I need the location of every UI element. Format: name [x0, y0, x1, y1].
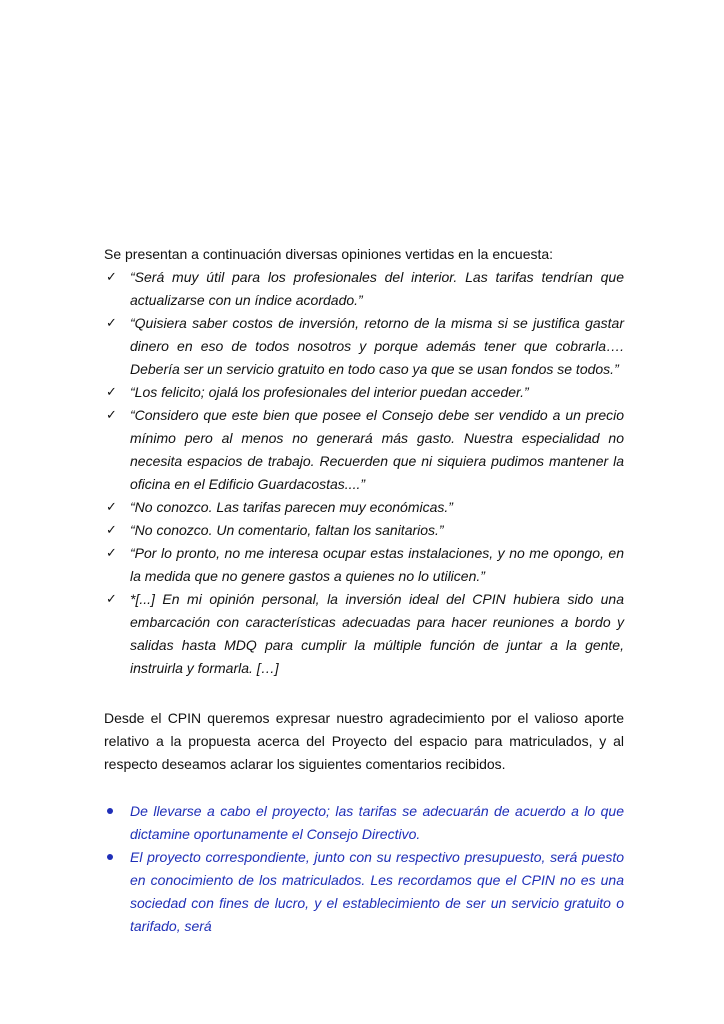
opinion-item: [104, 588, 624, 680]
opinion-item: [104, 312, 624, 381]
response-text: El proyecto correspondiente, junto con su respectivo presupuesto, será puesto en conocimiento de los matriculados. Les recordamos que el CPIN no es una sociedad con fines de lucro, y el establecimiento de ser un servicio gratuito o tarifado, será: [130, 849, 624, 934]
response-item: [104, 800, 624, 846]
opinion-item: [104, 496, 624, 519]
checkmark-icon: ✓: [106, 408, 117, 423]
survey-intro-text: Se presentan a continuación diversas opiniones vertidas en la encuesta:: [104, 246, 554, 262]
bullet-dot-icon: [107, 854, 113, 860]
opinion-text: *[...] En mi opinión personal, la inversión ideal del CPIN hubiera sido una embarcación con características adecuadas para hacer reuniones a bordo y salidas hasta MDQ para cumplir la múltiple función de juntar a la gente, instruirla y formarla. […]: [130, 591, 624, 676]
responses-list: [104, 800, 624, 938]
opinion-text: “Por lo pronto, no me interesa ocupar estas instalaciones, y no me opongo, en la medida que no genere gastos a quienes no lo utilicen.”: [130, 545, 624, 584]
checkmark-icon: ✓: [106, 523, 117, 538]
opinion-item: [104, 266, 624, 312]
checkmark-icon: ✓: [106, 592, 117, 607]
opinion-item: [104, 381, 624, 404]
checkmark-icon: ✓: [106, 270, 117, 285]
opinion-item: [104, 519, 624, 542]
opinion-text: “No conozco. Las tarifas parecen muy económicas.”: [130, 499, 453, 515]
opinion-text: “Quisiera saber costos de inversión, retorno de la misma si se justifica gastar dinero en eso de todos nosotros y porque además tener que cobrarla…. Debería ser un servicio gratuito en todo caso ya que se usan fondos se todos.”: [130, 315, 624, 377]
opinion-text: “Considero que este bien que posee el Consejo debe ser vendido a un precio mínimo pero al menos no generará más gasto. Nuestra especialidad no necesita espacios de trabajo. Recuerden que ni siquiera pudimos mantener la oficina en el Edificio Guardacostas....”: [130, 407, 624, 492]
opinion-text: “Será muy útil para los profesionales del interior. Las tarifas tendrían que actualizarse con un índice acordado.”: [130, 269, 624, 308]
bullet-dot-icon: [107, 808, 113, 814]
opinions-list: [104, 266, 624, 680]
checkmark-icon: ✓: [106, 546, 117, 561]
opinion-text: “Los felicito; ojalá los profesionales del interior puedan acceder.”: [130, 384, 529, 400]
checkmark-icon: ✓: [106, 500, 117, 515]
checkmark-icon: ✓: [106, 385, 117, 400]
opinion-item: [104, 542, 624, 588]
checkmark-icon: ✓: [106, 316, 117, 331]
response-text: De llevarse a cabo el proyecto; las tarifas se adecuarán de acuerdo a lo que dictamine oportunamente el Consejo Directivo.: [130, 803, 624, 842]
opinion-text: “No conozco. Un comentario, faltan los sanitarios.”: [130, 522, 444, 538]
opinion-item: [104, 404, 624, 496]
response-item: [104, 846, 624, 938]
thanks-paragraph: Desde el CPIN queremos expresar nuestro agradecimiento por el valioso aporte relativo a la propuesta acerca del Proyecto del espacio para matriculados, y al respecto deseamos aclarar los siguientes comentarios recibidos.: [104, 710, 624, 772]
